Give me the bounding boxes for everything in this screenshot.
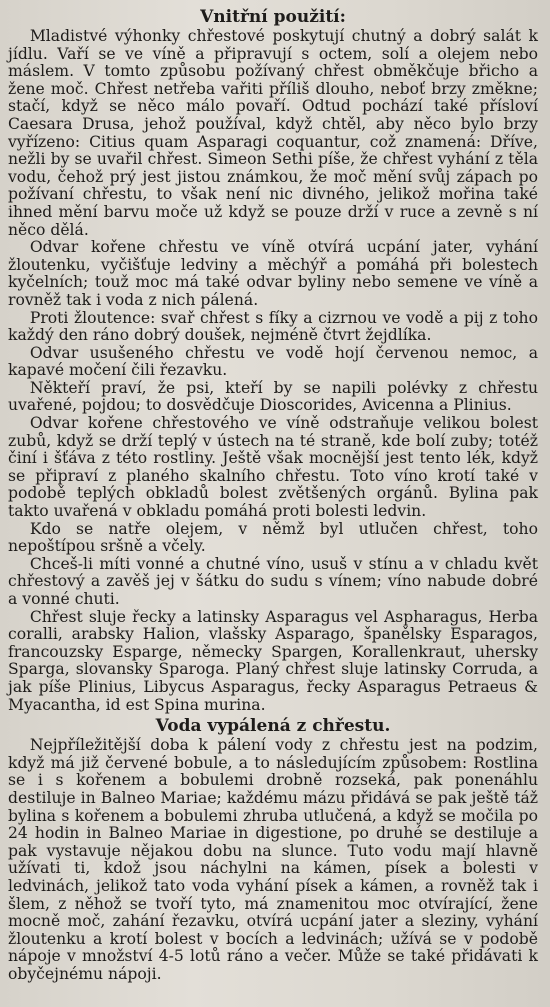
paragraph: Chřest sluje řecky a latinsky Asparagus vel Aspharagus, Herba coralli, arabsky Halion, vlašsky Asparago, španělsky Esparagos, francouzsky Esparge, německy Spargen, Korallenkraut, uhersky Sparga, slovansky Sparoga. Planý chřest sluje latinsky Corruda, a jak píše Plinius, Libycus Asparagus, řecky Asparagus Petraeus & Myacantha, id est Spina murina. <box>8 607 538 714</box>
paragraph: Nejpříležitější doba k pálení vody z chřestu jest na podzim, když má již červené bobule, a to následujícím způsobem: Rostlina se i s kořenem a bobulemi drobně rozseká, pak ponenáhlu destiluje in Balneo Mariae; každému mázu přidává se pak ještě táž bylina s kořenem a bobulemi zhruba utlučená, a když se močila po 24 hodin in Balneo Mariae in digestione, po druhé se destiluje a pak vystavuje nějakou dobu na slunce. Tuto vodu mají hlavně užívati ti, kdož jsou náchylni na kámen, písek a bolesti v ledvinách, jelikož tato voda vyhání písek a kámen, a rovněž tak i šlem, z něhož se tvoří tyto, má znamenitou moc otvírající, žene mocně moč, zahání řezavku, otvírá ucpání jater a sleziny, vyhání žloutenku a krotí bolest v bocích a ledvinách; užívá se v podobě nápoje v množství 4-5 lotů ráno a večer. Může se také přidávati k obyčejnému nápoji. <box>8 736 538 983</box>
paragraph: Mladistvé výhonky chřestové poskytují chutný a dobrý salát k jídlu. Vaří se ve víně a připravují s octem, solí a olejem nebo máslem. V tomto způsobu požívaný chřest obměkčuje břicho a žene moč. Chřest netřeba vařiti příliš dlouho, neboť brzy změkne; stačí, když se něco málo povaří. Odtud pochází také přísloví Caesara Drusa, jehož používal, když chtěl, aby něco bylo brzy vyřízeno: Citius quam Asparagi coquantur, což znamená: Dříve, nežli by se uvařil chřest. Simeon Sethi píše, že chřest vyhání z těla vodu, čehož prý jest jistou známkou, že moč mění svůj zápach po požívaní chřestu, to však není nic divného, jelikož mořina také ihned mění barvu moče už když se pouze drží v ruce a zevně s ní něco dělá. <box>8 27 538 239</box>
paragraph: Odvar usušeného chřestu ve vodě hojí červenou nemoc, a kapavé močení čili řezavku. <box>8 343 538 380</box>
section-heading-distilled-water: Voda vypálená z chřestu. <box>155 716 391 737</box>
section-heading-internal-use: Vnitřní použití: <box>200 7 346 27</box>
paragraph: Kdo se natře olejem, v němž byl utlučen chřest, toho nepoštípou sršně a včely. <box>8 519 538 556</box>
paragraph: Chceš-li míti vonné a chutné víno, usuš v stínu a v chladu květ chřestový a zavěš jej v šátku do sudu s vínem; víno nabude dobré a vonné chuti. <box>8 554 538 608</box>
paragraph: Někteří praví, že psi, kteří by se napili polévky z chřestu uvařené, pojdou; to dosvědčuje Dioscorides, Avicenna a Plinius. <box>8 378 538 415</box>
paragraph: Odvar kořene chřestového ve víně odstraňuje velikou bolest zubů, když se drží teplý v ústech na té straně, kde bolí zuby; totéž činí i šťáva z této rostliny. Ještě však mocnější jest tento lék, když se připraví z planého skalního chřestu. Toto víno krotí také v podobě teplých obkladů bolest zvětšených orgánů. Bylina pak takto uvařená v obkladu pomáhá proti bolesti ledvin. <box>8 414 538 521</box>
paragraph: Proti žloutence: svař chřest s fíky a cizrnou ve vodě a pij z toho každý den ráno dobrý doušek, nejméně čtvrt žejdlíka. <box>8 308 538 345</box>
paragraph: Odvar kořene chřestu ve víně otvírá ucpání jater, vyhání žloutenku, vyčišťuje ledviny a měchýř a pomáhá při bolestech kyčelních; touž moc má také odvar byliny nebo semene ve víně a rovněž tak i voda z nich pálená. <box>8 238 538 309</box>
